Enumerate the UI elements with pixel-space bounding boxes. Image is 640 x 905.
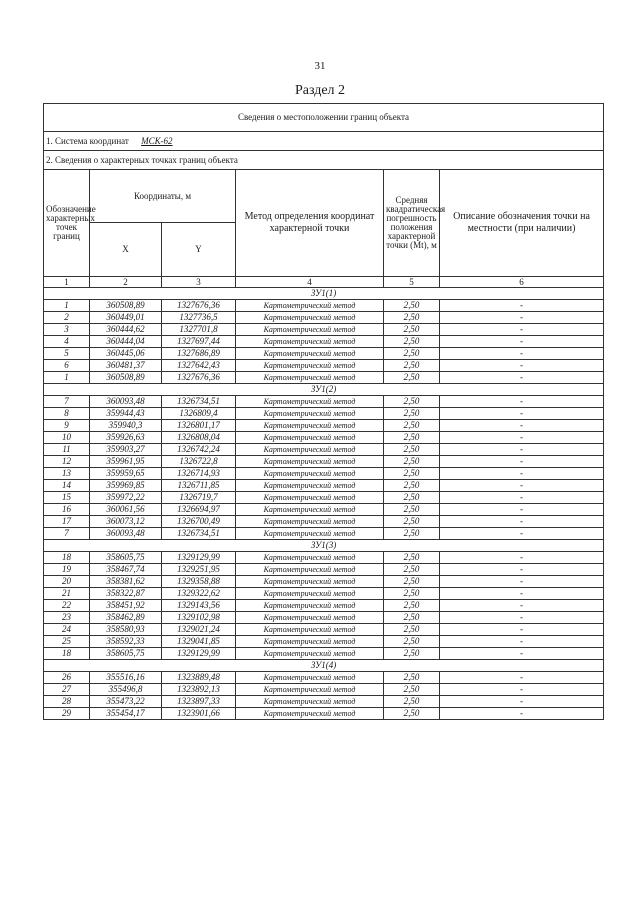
coord-y: 1326719,7 [162,492,236,504]
table-title: Сведения о местоположении границ объекта [44,104,604,132]
accuracy: 2,50 [384,648,440,660]
accuracy: 2,50 [384,468,440,480]
coord-x: 358467,74 [90,564,162,576]
coord-x: 360073,12 [90,516,162,528]
coord-x: 360481,37 [90,360,162,372]
method: Картометрический метод [236,636,384,648]
point-number: 3 [44,324,90,336]
point-number: 18 [44,648,90,660]
column-number: 2 [90,277,162,288]
point-number: 7 [44,396,90,408]
table-row [44,588,604,600]
accuracy: 2,50 [384,600,440,612]
table-row [44,696,604,708]
coord-x: 355454,17 [90,708,162,720]
coord-y: 1323901,66 [162,708,236,720]
method: Картометрический метод [236,564,384,576]
table-row [44,504,604,516]
table-row [44,468,604,480]
description: - [440,480,604,492]
coord-y: 1327676,36 [162,300,236,312]
method: Картометрический метод [236,348,384,360]
point-number: 15 [44,492,90,504]
description: - [440,708,604,720]
description: - [440,672,604,684]
description: - [440,684,604,696]
table-row [44,552,604,564]
point-number: 1 [44,372,90,384]
coord-y: 1329021,24 [162,624,236,636]
description: - [440,624,604,636]
coord-x: 359926,63 [90,432,162,444]
coord-x: 358592,33 [90,636,162,648]
method: Картометрический метод [236,396,384,408]
coord-x: 359961,95 [90,456,162,468]
accuracy: 2,50 [384,612,440,624]
description: - [440,348,604,360]
description: - [440,396,604,408]
coord-x: 359940,3 [90,420,162,432]
point-number: 9 [44,420,90,432]
coord-y: 1329143,56 [162,600,236,612]
accuracy: 2,50 [384,456,440,468]
point-number: 29 [44,708,90,720]
coord-y: 1329102,98 [162,612,236,624]
coord-y: 1327697,44 [162,336,236,348]
description: - [440,324,604,336]
point-number: 18 [44,552,90,564]
point-number: 11 [44,444,90,456]
table-row [44,312,604,324]
table-row [44,684,604,696]
coord-y: 1326714,93 [162,468,236,480]
description: - [440,468,604,480]
description: - [440,300,604,312]
description: - [440,600,604,612]
point-number: 17 [44,516,90,528]
group-name: ЗУ1(1) [44,288,604,300]
header-method: Метод определения координат характерной точки [236,170,384,277]
point-number: 13 [44,468,90,480]
table-row [44,432,604,444]
coord-x: 359944,43 [90,408,162,420]
method: Картометрический метод [236,504,384,516]
accuracy: 2,50 [384,372,440,384]
description: - [440,432,604,444]
accuracy: 2,50 [384,444,440,456]
description: - [440,456,604,468]
table-row [44,708,604,720]
coord-x: 360444,04 [90,336,162,348]
method: Картометрический метод [236,336,384,348]
table-row [44,672,604,684]
point-number: 12 [44,456,90,468]
description: - [440,648,604,660]
coord-y: 1326734,51 [162,528,236,540]
table-row [44,600,604,612]
point-number: 14 [44,480,90,492]
coord-x: 359969,85 [90,480,162,492]
coord-y: 1329129,99 [162,648,236,660]
header-accuracy: Средняя квадратическая погрешность положения характерной точки (Mt), м [384,170,440,277]
table-row [44,564,604,576]
point-number: 25 [44,636,90,648]
coord-x: 358605,75 [90,648,162,660]
coord-y: 1327701,8 [162,324,236,336]
table-row [44,336,604,348]
group-row [44,288,604,300]
group-name: ЗУ1(4) [44,660,604,672]
method: Картометрический метод [236,492,384,504]
accuracy: 2,50 [384,552,440,564]
description: - [440,408,604,420]
coord-x: 358322,87 [90,588,162,600]
column-numbers-row [44,277,604,288]
coord-y: 1326801,17 [162,420,236,432]
group-row [44,660,604,672]
table-row [44,456,604,468]
method: Картометрический метод [236,648,384,660]
table-row [44,480,604,492]
description: - [440,312,604,324]
accuracy: 2,50 [384,504,440,516]
table-row [44,300,604,312]
accuracy: 2,50 [384,348,440,360]
coord-y: 1329358,88 [162,576,236,588]
point-number: 20 [44,576,90,588]
coord-y: 1323892,13 [162,684,236,696]
table-row [44,372,604,384]
coord-x: 359972,22 [90,492,162,504]
point-number: 19 [44,564,90,576]
coord-x: 359959,65 [90,468,162,480]
header-x: X [90,223,162,277]
method: Картометрический метод [236,684,384,696]
accuracy: 2,50 [384,684,440,696]
table-row [44,612,604,624]
description: - [440,336,604,348]
point-number: 28 [44,696,90,708]
header-y: Y [162,223,236,277]
method: Картометрический метод [236,708,384,720]
table-subtitle: 2. Сведения о характерных точках границ объекта [44,151,604,170]
coord-x: 355473,22 [90,696,162,708]
coord-x: 358381,62 [90,576,162,588]
method: Картометрический метод [236,300,384,312]
coord-y: 1326694,97 [162,504,236,516]
group-row [44,540,604,552]
description: - [440,516,604,528]
accuracy: 2,50 [384,576,440,588]
method: Картометрический метод [236,372,384,384]
point-number: 23 [44,612,90,624]
description: - [440,528,604,540]
point-number: 8 [44,408,90,420]
coord-y: 1327676,36 [162,372,236,384]
coord-system-value: МСК-62 [141,135,173,146]
coord-y: 1329129,99 [162,552,236,564]
accuracy: 2,50 [384,312,440,324]
method: Картометрический метод [236,612,384,624]
method: Картометрический метод [236,324,384,336]
accuracy: 2,50 [384,360,440,372]
point-number: 16 [44,504,90,516]
method: Картометрический метод [236,528,384,540]
accuracy: 2,50 [384,708,440,720]
method: Картометрический метод [236,456,384,468]
table-row [44,396,604,408]
method: Картометрический метод [236,360,384,372]
coord-x: 360444,62 [90,324,162,336]
point-number: 22 [44,600,90,612]
method: Картометрический метод [236,420,384,432]
coord-x: 358605,75 [90,552,162,564]
accuracy: 2,50 [384,324,440,336]
coord-x: 360449,01 [90,312,162,324]
coord-x: 358451,92 [90,600,162,612]
coord-y: 1326711,85 [162,480,236,492]
column-number: 4 [236,277,384,288]
accuracy: 2,50 [384,696,440,708]
description: - [440,552,604,564]
accuracy: 2,50 [384,528,440,540]
coord-x: 355516,16 [90,672,162,684]
method: Картометрический метод [236,432,384,444]
coord-y: 1326700,49 [162,516,236,528]
group-name: ЗУ1(2) [44,384,604,396]
point-number: 10 [44,432,90,444]
page-number: 31 [314,60,326,72]
group-name: ЗУ1(3) [44,540,604,552]
method: Картометрический метод [236,696,384,708]
description: - [440,492,604,504]
table-row [44,408,604,420]
table-row [44,636,604,648]
point-number: 7 [44,528,90,540]
coord-y: 1329322,62 [162,588,236,600]
description: - [440,360,604,372]
coord-x: 359903,27 [90,444,162,456]
method: Картометрический метод [236,552,384,564]
coord-system-row [44,132,604,151]
point-number: 2 [44,312,90,324]
method: Картометрический метод [236,624,384,636]
description: - [440,588,604,600]
point-number: 24 [44,624,90,636]
coord-x: 360061,56 [90,504,162,516]
column-number: 3 [162,277,236,288]
coord-x: 358580,93 [90,624,162,636]
group-row [44,384,604,396]
point-number: 6 [44,360,90,372]
accuracy: 2,50 [384,516,440,528]
coord-y: 1326734,51 [162,396,236,408]
coord-system-label: 1. Система координат [46,135,129,146]
coord-y: 1327686,89 [162,348,236,360]
point-number: 21 [44,588,90,600]
point-number: 27 [44,684,90,696]
coord-y: 1326808,04 [162,432,236,444]
description: - [440,576,604,588]
column-number: 5 [384,277,440,288]
method: Картометрический метод [236,312,384,324]
description: - [440,504,604,516]
coord-x: 360093,48 [90,396,162,408]
method: Картометрический метод [236,672,384,684]
method: Картометрический метод [236,480,384,492]
column-number: 1 [44,277,90,288]
coord-x: 360445,06 [90,348,162,360]
table-row [44,348,604,360]
coord-x: 355496,8 [90,684,162,696]
description: - [440,636,604,648]
table-row [44,624,604,636]
table-row [44,528,604,540]
point-number: 26 [44,672,90,684]
description: - [440,564,604,576]
table-row [44,648,604,660]
accuracy: 2,50 [384,300,440,312]
coord-x: 360508,89 [90,300,162,312]
method: Картометрический метод [236,600,384,612]
table-row [44,492,604,504]
accuracy: 2,50 [384,636,440,648]
accuracy: 2,50 [384,624,440,636]
method: Картометрический метод [236,516,384,528]
coord-y: 1329251,95 [162,564,236,576]
method: Картометрический метод [236,576,384,588]
header-description: Описание обозначения точки на местности (при наличии) [440,170,604,277]
boundary-points-table [43,103,604,720]
accuracy: 2,50 [384,408,440,420]
coord-x: 358462,89 [90,612,162,624]
accuracy: 2,50 [384,564,440,576]
point-number: 4 [44,336,90,348]
description: - [440,612,604,624]
description: - [440,420,604,432]
coord-y: 1323897,33 [162,696,236,708]
coord-y: 1323889,48 [162,672,236,684]
header-point-designation: Обозначение характерных точек границ [44,170,90,277]
accuracy: 2,50 [384,672,440,684]
description: - [440,444,604,456]
coord-x: 360093,48 [90,528,162,540]
table-row [44,324,604,336]
coord-x: 360508,89 [90,372,162,384]
accuracy: 2,50 [384,432,440,444]
accuracy: 2,50 [384,492,440,504]
table-row [44,516,604,528]
accuracy: 2,50 [384,588,440,600]
method: Картометрический метод [236,444,384,456]
point-number: 1 [44,300,90,312]
method: Картометрический метод [236,408,384,420]
coord-y: 1326742,24 [162,444,236,456]
method: Картометрический метод [236,588,384,600]
accuracy: 2,50 [384,480,440,492]
method: Картометрический метод [236,468,384,480]
header-coordinates: Координаты, м [90,170,236,223]
table-row [44,420,604,432]
table-row [44,576,604,588]
accuracy: 2,50 [384,336,440,348]
coord-y: 1327736,5 [162,312,236,324]
coord-y: 1327642,43 [162,360,236,372]
section-title: Раздел 2 [294,83,346,98]
coord-y: 1329041,85 [162,636,236,648]
accuracy: 2,50 [384,420,440,432]
description: - [440,372,604,384]
coord-y: 1326809,4 [162,408,236,420]
point-number: 5 [44,348,90,360]
table-row [44,360,604,372]
column-number: 6 [440,277,604,288]
coord-y: 1326722,8 [162,456,236,468]
table-row [44,444,604,456]
description: - [440,696,604,708]
accuracy: 2,50 [384,396,440,408]
